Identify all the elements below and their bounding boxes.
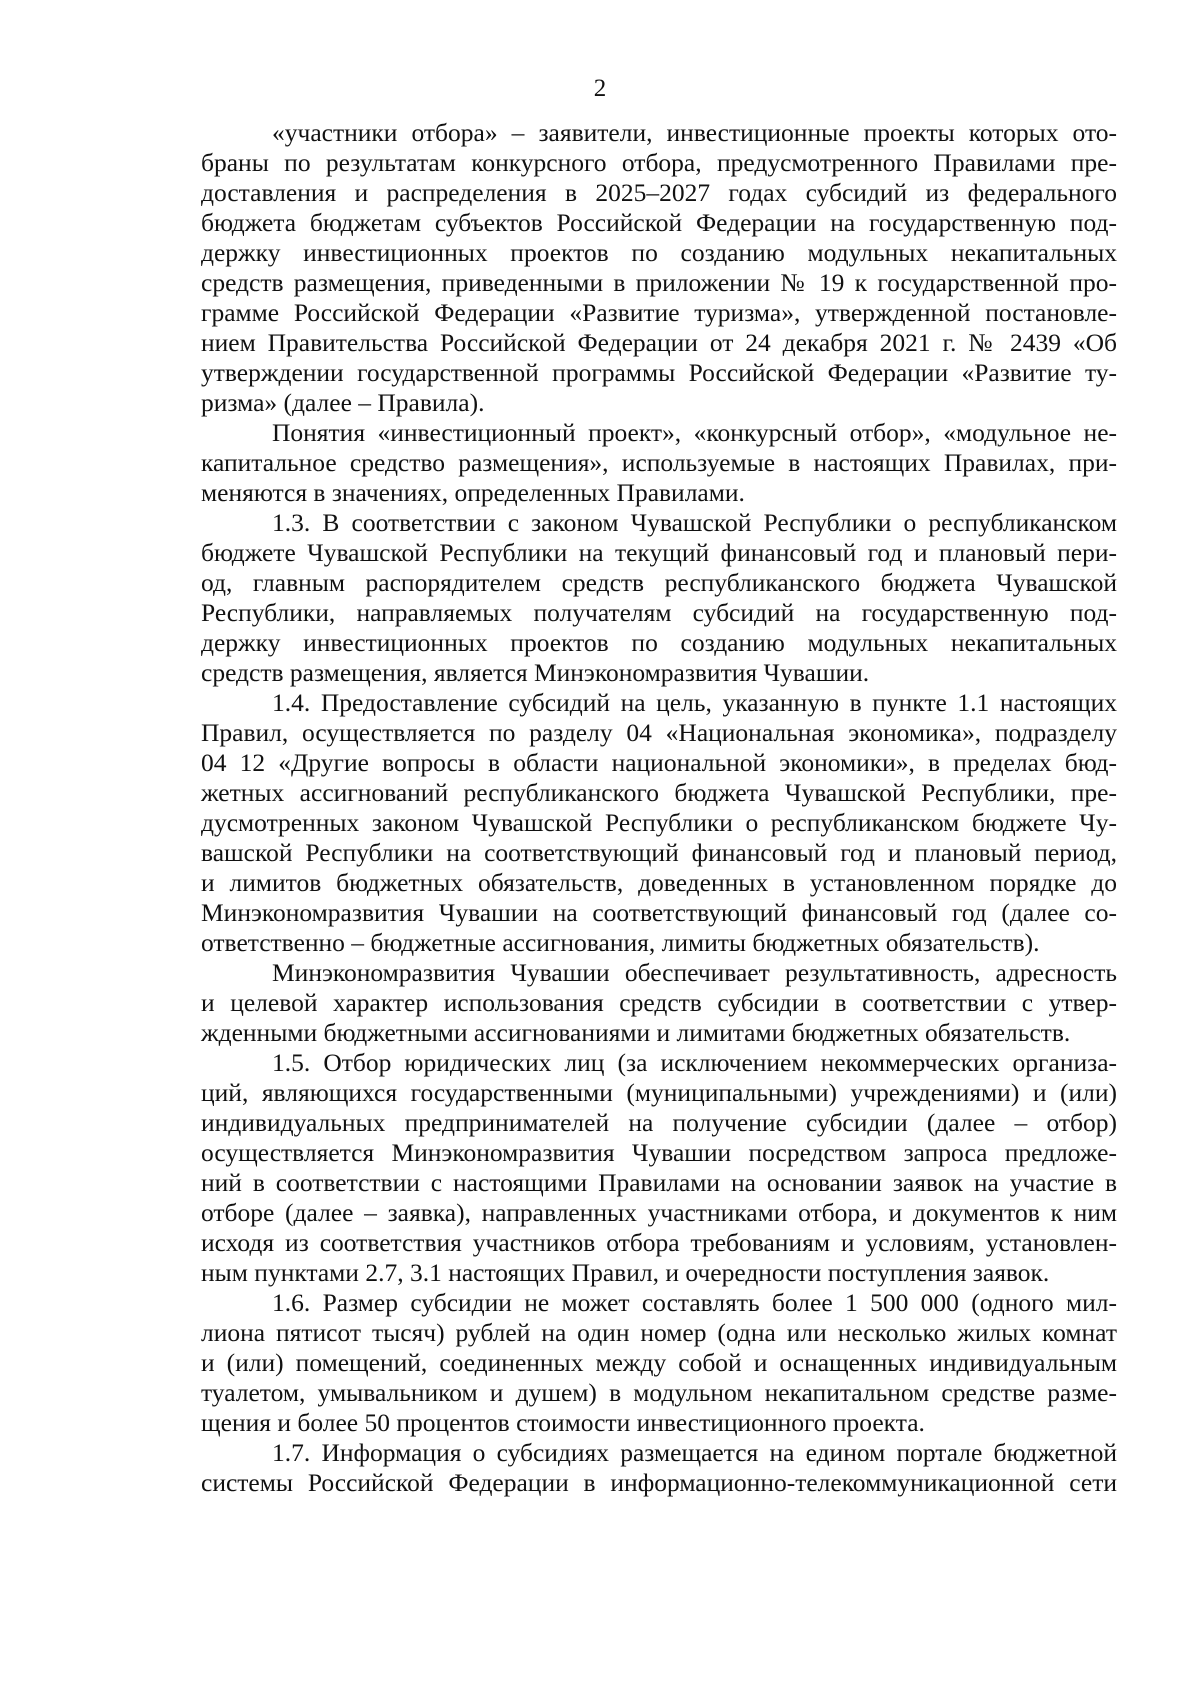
text-line: ний в соответствии с настоящими Правилами на основании заявок на участие в: [201, 1168, 1117, 1197]
text-line: 1.4. Предоставление субсидий на цель, указанную в пункте 1.1 настоящих: [272, 688, 1117, 717]
text-line: Понятия «инвестиционный проект», «конкурсный отбор», «модульное не-: [272, 418, 1117, 447]
text-line: туалетом, умывальником и душем) в модульном некапитальном средстве разме-: [201, 1378, 1117, 1407]
page-number: 2: [593, 75, 607, 102]
paragraph: [201, 118, 1117, 418]
text-line: ций, являющихся государственными (муниципальными) учреждениями) и (или): [201, 1078, 1117, 1107]
text-line: ным пунктами 2.7, 3.1 настоящих Правил, и очередности поступления заявок.: [201, 1258, 1050, 1287]
text-line: Минэкономразвития Чувашии на соответствующий финансовый год (далее со-: [201, 898, 1117, 927]
text-line: осуществляется Минэкономразвития Чувашии посредством запроса предложе-: [201, 1138, 1117, 1167]
text-line: и (или) помещений, соединенных между собой и оснащенных индивидуальным: [201, 1348, 1117, 1377]
text-line: исходя из соответствия участников отбора требованиям и условиям, установлен-: [201, 1228, 1117, 1257]
text-line: жетных ассигнований республиканского бюджета Чувашской Республики, пре-: [201, 778, 1117, 807]
text-line: держку инвестиционных проектов по созданию модульных некапитальных: [201, 238, 1117, 267]
text-line: од, главным распорядителем средств республиканского бюджета Чувашской: [201, 568, 1117, 597]
text-line: средств размещения, приведенными в приложении № 19 к государственной про-: [201, 268, 1117, 297]
text-line: вашской Республики на соответствующий финансовый год и плановый период,: [201, 838, 1117, 867]
paragraph: [201, 1048, 1117, 1288]
paragraph: [201, 688, 1117, 958]
text-line: системы Российской Федерации в информационно-телекоммуникационной сети: [201, 1468, 1117, 1497]
text-line: грамме Российской Федерации «Развитие туризма», утвержденной постановле-: [201, 298, 1117, 327]
paragraph: [201, 1288, 1117, 1438]
text-line: средств размещения, является Минэкономразвития Чувашии.: [201, 658, 870, 687]
text-line: капитальное средство размещения», используемые в настоящих Правилах, при-: [201, 448, 1117, 477]
text-line: отборе (далее – заявка), направленных участниками отбора, и документов к ним: [201, 1198, 1117, 1227]
text-line: и целевой характер использования средств субсидии в соответствии с утвер-: [201, 988, 1117, 1017]
text-line: 1.7. Информация о субсидиях размещается на едином портале бюджетной: [272, 1438, 1117, 1467]
text-line: Минэкономразвития Чувашии обеспечивает результативность, адресность: [272, 958, 1117, 987]
text-line: ответственно – бюджетные ассигнования, лимиты бюджетных обязательств).: [201, 928, 1040, 957]
text-line: индивидуальных предпринимателей на получение субсидии (далее – отбор): [201, 1108, 1117, 1137]
paragraph: [201, 1438, 1117, 1498]
paragraph: [201, 418, 1117, 508]
text-line: щения и более 50 процентов стоимости инвестиционного проекта.: [201, 1408, 925, 1437]
text-line: ризма» (далее – Правила).: [201, 388, 485, 417]
text-line: 1.6. Размер субсидии не может составлять более 1 500 000 (одного мил-: [272, 1288, 1117, 1317]
text-line: держку инвестиционных проектов по созданию модульных некапитальных: [201, 628, 1117, 657]
text-line: дусмотренных законом Чувашской Республики о республиканском бюджете Чу-: [201, 808, 1117, 837]
paragraph: [201, 958, 1117, 1048]
text-line: 04 12 «Другие вопросы в области национальной экономики», в пределах бюд-: [201, 748, 1117, 777]
document-body: [201, 118, 1117, 1498]
text-line: и лимитов бюджетных обязательств, доведенных в установленном порядке до: [201, 868, 1117, 897]
text-line: утверждении государственной программы Российской Федерации «Развитие ту-: [201, 358, 1117, 387]
text-line: «участники отбора» – заявители, инвестиционные проекты которых ото-: [272, 118, 1117, 147]
text-line: бюджета бюджетам субъектов Российской Федерации на государственную под-: [201, 208, 1117, 237]
text-line: доставления и распределения в 2025–2027 годах субсидий из федерального: [201, 178, 1117, 207]
paragraph: [201, 508, 1117, 688]
text-line: 1.5. Отбор юридических лиц (за исключением некоммерческих организа-: [272, 1048, 1117, 1077]
text-line: Республики, направляемых получателям субсидий на государственную под-: [201, 598, 1117, 627]
text-line: Правил, осуществляется по разделу 04 «Национальная экономика», подразделу: [201, 718, 1117, 747]
text-line: бюджете Чувашской Республики на текущий финансовый год и плановый пери-: [201, 538, 1117, 567]
text-line: нием Правительства Российской Федерации от 24 декабря 2021 г. № 2439 «Об: [201, 328, 1117, 357]
text-line: жденными бюджетными ассигнованиями и лимитами бюджетных обязательств.: [201, 1018, 1071, 1047]
text-line: меняются в значениях, определенных Правилами.: [201, 478, 745, 507]
text-line: лиона пятисот тысяч) рублей на один номер (одна или несколько жилых комнат: [201, 1318, 1117, 1347]
text-line: 1.3. В соответствии с законом Чувашской Республики о республиканском: [272, 508, 1117, 537]
text-line: браны по результатам конкурсного отбора, предусмотренного Правилами пре-: [201, 148, 1117, 177]
